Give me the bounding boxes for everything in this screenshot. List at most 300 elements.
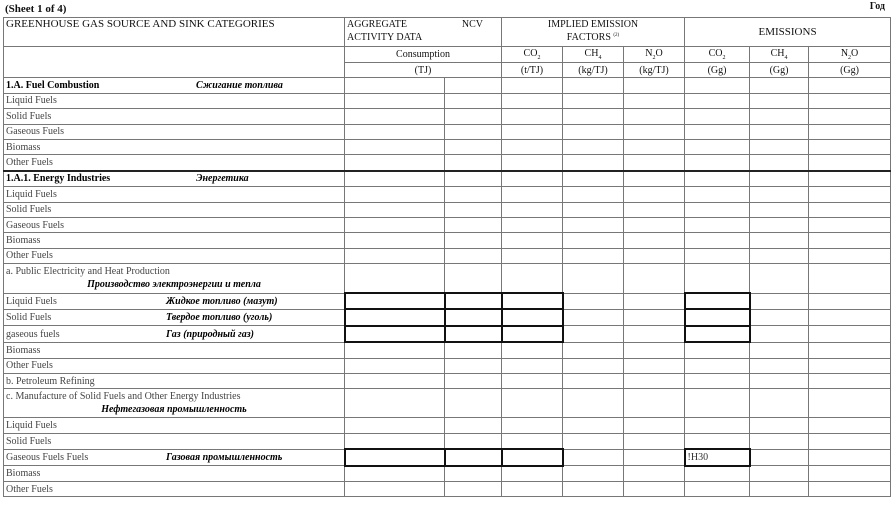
cell-em-ch4[interactable] <box>750 466 809 482</box>
category-cell <box>4 171 345 187</box>
cell-consumption-tj[interactable] <box>345 418 445 433</box>
cell-em-n2o[interactable] <box>809 233 891 248</box>
cell-ief-n2o[interactable] <box>624 264 685 294</box>
table-row <box>4 93 891 108</box>
table-row <box>4 389 891 418</box>
cell-em-ch4[interactable] <box>750 109 809 124</box>
cell-ief-n2o[interactable] <box>624 217 685 232</box>
unit-t-per-tj: (t/TJ) <box>502 63 563 78</box>
header-em-ch4: $CH_4$ <box>750 47 809 63</box>
cell-consumption-tj[interactable] <box>345 293 445 309</box>
cell-ief-n2o[interactable] <box>624 326 685 342</box>
cell-em-n2o[interactable] <box>809 78 891 93</box>
cell-ief-n2o[interactable] <box>624 171 685 187</box>
cell-ief-n2o[interactable] <box>624 155 685 171</box>
cell-consumption-tj[interactable] <box>345 109 445 124</box>
cell-ief-ch4[interactable] <box>563 93 624 108</box>
cell-em-n2o[interactable] <box>809 217 891 232</box>
cell-consumption-tj[interactable] <box>345 389 445 418</box>
category-cell <box>4 155 345 171</box>
header-em-co2: $CO_2$ <box>685 47 750 63</box>
cell-em-ch4[interactable] <box>750 139 809 154</box>
cell-ief-ch4[interactable] <box>563 264 624 294</box>
cell-ief-co2[interactable] <box>502 187 563 202</box>
cell-ncv[interactable] <box>445 293 502 309</box>
cell-em-n2o[interactable] <box>809 171 891 187</box>
cell-ief-co2[interactable] <box>502 155 563 171</box>
header-em-n2o: $N_2O$ <box>809 47 891 63</box>
category-label-ru: Энергетика <box>196 173 249 185</box>
cell-em-ch4[interactable] <box>750 155 809 171</box>
cell-ncv[interactable] <box>445 78 502 93</box>
cell-ief-co2[interactable] <box>502 358 563 373</box>
table-row <box>4 217 891 232</box>
cell-ief-n2o[interactable] <box>624 248 685 263</box>
cell-em-ch4[interactable] <box>750 78 809 93</box>
cell-em-ch4[interactable] <box>750 187 809 202</box>
cell-em-n2o[interactable] <box>809 389 891 418</box>
table-row <box>4 155 891 171</box>
cell-ncv[interactable] <box>445 374 502 389</box>
table-row <box>4 342 891 358</box>
cell-em-n2o[interactable] <box>809 449 891 465</box>
header-aggregate-activity-data <box>345 18 502 47</box>
table-row <box>4 78 891 93</box>
cell-em-n2o[interactable] <box>809 155 891 171</box>
cell-ief-ch4[interactable] <box>563 217 624 232</box>
table-row <box>4 418 891 433</box>
cell-ncv[interactable] <box>445 248 502 263</box>
cell-em-ch4[interactable] <box>750 389 809 418</box>
cell-ief-co2[interactable] <box>502 342 563 358</box>
unit-gg-ch4: (Gg) <box>750 63 809 78</box>
cell-ief-n2o[interactable] <box>624 466 685 482</box>
header-ief-n2o: $N_2O$ <box>624 47 685 63</box>
cell-consumption-tj[interactable] <box>345 264 445 294</box>
cell-ief-n2o[interactable] <box>624 233 685 248</box>
table-row <box>4 466 891 482</box>
category-cell <box>4 466 345 482</box>
cell-ief-co2[interactable] <box>502 248 563 263</box>
cell-ief-ch4[interactable] <box>563 481 624 496</box>
cell-em-n2o[interactable] <box>809 93 891 108</box>
category-label: Other Fuels <box>6 483 53 495</box>
category-label: gaseous fuels <box>6 328 60 340</box>
cell-ief-co2[interactable] <box>502 293 563 309</box>
cell-em-ch4[interactable] <box>750 342 809 358</box>
cell-em-n2o[interactable] <box>809 202 891 217</box>
cell-ief-co2[interactable] <box>502 233 563 248</box>
cell-ief-co2[interactable] <box>502 374 563 389</box>
category-cell <box>4 109 345 124</box>
cell-em-co2[interactable] <box>685 155 750 171</box>
cell-em-ch4[interactable] <box>750 124 809 139</box>
cell-em-co2[interactable] <box>685 187 750 202</box>
cell-ief-n2o[interactable] <box>624 78 685 93</box>
cell-ief-ch4[interactable] <box>563 202 624 217</box>
cell-ief-n2o[interactable] <box>624 481 685 496</box>
cell-ief-ch4[interactable] <box>563 124 624 139</box>
cell-consumption-tj[interactable] <box>345 374 445 389</box>
cell-em-ch4[interactable] <box>750 309 809 325</box>
category-label: c. Manufacture of Solid Fuels and Other Energy Industries <box>6 391 241 403</box>
category-cell <box>4 433 345 449</box>
cell-em-n2o[interactable] <box>809 309 891 325</box>
cell-em-n2o[interactable] <box>809 358 891 373</box>
category-label: Solid Fuels <box>6 204 52 216</box>
header-consumption: Consumption <box>345 47 502 63</box>
header-aggregate: AGGREGATE <box>347 19 407 30</box>
cell-consumption-tj[interactable] <box>345 342 445 358</box>
cell-em-ch4[interactable] <box>750 171 809 187</box>
cell-ief-n2o[interactable] <box>624 293 685 309</box>
category-label: Other Fuels <box>6 360 53 372</box>
cell-em-co2[interactable] <box>685 93 750 108</box>
cell-em-co2[interactable] <box>685 374 750 389</box>
cell-em-n2o[interactable] <box>809 466 891 482</box>
cell-em-n2o[interactable] <box>809 326 891 342</box>
cell-ief-co2[interactable] <box>502 78 563 93</box>
table-row <box>4 248 891 263</box>
cell-ief-co2[interactable] <box>502 433 563 449</box>
cell-em-co2[interactable] <box>685 124 750 139</box>
cell-em-co2[interactable] <box>685 309 750 325</box>
cell-ief-n2o[interactable] <box>624 358 685 373</box>
unit-gg-n2o: (Gg) <box>809 63 891 78</box>
cell-ief-ch4[interactable] <box>563 389 624 418</box>
table-row <box>4 309 891 325</box>
cell-consumption-tj[interactable] <box>345 187 445 202</box>
cell-em-co2[interactable] <box>685 466 750 482</box>
table-row <box>4 264 891 294</box>
cell-em-ch4[interactable] <box>750 248 809 263</box>
category-label: Gaseous Fuels Fuels <box>6 451 89 463</box>
cell-ief-n2o[interactable] <box>624 389 685 418</box>
cell-consumption-tj[interactable] <box>345 433 445 449</box>
cell-consumption-tj[interactable] <box>345 248 445 263</box>
category-cell <box>4 124 345 139</box>
category-label: Biomass <box>6 141 41 153</box>
category-cell <box>4 217 345 232</box>
cell-consumption-tj[interactable] <box>345 202 445 217</box>
category-label: Solid Fuels <box>6 435 52 447</box>
cell-em-ch4[interactable] <box>750 374 809 389</box>
cell-em-co2[interactable] <box>685 139 750 154</box>
cell-consumption-tj[interactable] <box>345 124 445 139</box>
cell-consumption-tj[interactable] <box>345 309 445 325</box>
category-label: a. Public Electricity and Heat Production <box>6 266 170 278</box>
cell-ief-co2[interactable] <box>502 449 563 465</box>
cell-em-n2o[interactable] <box>809 124 891 139</box>
cell-ief-ch4[interactable] <box>563 293 624 309</box>
header-activity-data: ACTIVITY DATA <box>347 32 423 43</box>
unit-tj: (TJ) <box>345 63 502 78</box>
cell-ief-ch4[interactable] <box>563 449 624 465</box>
cell-ief-ch4[interactable] <box>563 78 624 93</box>
cell-ief-co2[interactable] <box>502 171 563 187</box>
cell-em-n2o[interactable] <box>809 342 891 358</box>
cell-ncv[interactable] <box>445 171 502 187</box>
cell-em-co2[interactable] <box>685 433 750 449</box>
cell-ief-co2[interactable] <box>502 109 563 124</box>
cell-em-n2o[interactable] <box>809 109 891 124</box>
cell-consumption-tj[interactable] <box>345 217 445 232</box>
category-label: Solid Fuels <box>6 312 52 324</box>
cell-ief-co2[interactable] <box>502 217 563 232</box>
cell-em-n2o[interactable] <box>809 418 891 433</box>
cell-ief-n2o[interactable] <box>624 93 685 108</box>
cell-consumption-tj[interactable] <box>345 233 445 248</box>
header-implied-line1: IMPLIED EMISSION <box>547 19 639 30</box>
category-label-ru: Твердое топливо (уголь) <box>166 312 273 324</box>
cell-em-co2[interactable] <box>685 358 750 373</box>
category-label: b. Petroleum Refining <box>6 375 95 387</box>
year-label: Год <box>869 1 885 12</box>
header-ief-co2: $CO_2$ <box>502 47 563 63</box>
cell-ief-co2[interactable] <box>502 326 563 342</box>
cell-consumption-tj[interactable] <box>345 78 445 93</box>
cell-ief-ch4[interactable] <box>563 342 624 358</box>
table-row <box>4 481 891 496</box>
header-ief-ch4: $CH_4$ <box>563 47 624 63</box>
cell-em-n2o[interactable] <box>809 248 891 263</box>
cell-em-co2[interactable] <box>685 293 750 309</box>
sheet-label: (Sheet 1 of 4) <box>5 3 67 15</box>
category-cell <box>4 418 345 433</box>
cell-ief-ch4[interactable] <box>563 309 624 325</box>
cell-em-ch4[interactable] <box>750 93 809 108</box>
category-cell <box>4 449 345 465</box>
cell-ncv[interactable] <box>445 358 502 373</box>
cell-ief-ch4[interactable] <box>563 374 624 389</box>
unit-gg-co2: (Gg) <box>685 63 750 78</box>
cell-em-co2[interactable] <box>685 78 750 93</box>
header-implied-line2: FACTORS <box>566 32 611 43</box>
cell-ief-ch4[interactable] <box>563 326 624 342</box>
header-ncv: NCV <box>461 19 483 30</box>
cell-ief-co2[interactable] <box>502 481 563 496</box>
cell-ief-ch4[interactable] <box>563 233 624 248</box>
cell-ief-co2[interactable] <box>502 389 563 418</box>
cell-consumption-tj[interactable] <box>345 171 445 187</box>
cell-consumption-tj[interactable] <box>345 93 445 108</box>
cell-ief-co2[interactable] <box>502 202 563 217</box>
cell-ncv[interactable] <box>445 342 502 358</box>
cell-consumption-tj[interactable] <box>345 466 445 482</box>
cell-ief-ch4[interactable] <box>563 358 624 373</box>
category-cell <box>4 139 345 154</box>
cell-consumption-tj[interactable] <box>345 449 445 465</box>
cell-em-ch4[interactable] <box>750 326 809 342</box>
cell-em-ch4[interactable] <box>750 433 809 449</box>
cell-ief-n2o[interactable] <box>624 202 685 217</box>
category-label-ru: Производство электроэнергии и тепла <box>87 279 261 291</box>
cell-em-co2[interactable] <box>685 389 750 418</box>
table-row <box>4 187 891 202</box>
category-label: 1.A.1. Energy Industries <box>6 173 111 185</box>
cell-ief-n2o[interactable] <box>624 139 685 154</box>
category-label: Gaseous Fuels <box>6 126 65 138</box>
cell-em-co2[interactable]: !H30 <box>685 449 750 465</box>
cell-em-n2o[interactable] <box>809 374 891 389</box>
table-row <box>4 109 891 124</box>
cell-em-ch4[interactable] <box>750 481 809 496</box>
cell-ncv[interactable] <box>445 109 502 124</box>
cell-ief-co2[interactable] <box>502 264 563 294</box>
cell-ief-co2[interactable] <box>502 418 563 433</box>
cell-ief-n2o[interactable] <box>624 449 685 465</box>
category-cell <box>4 389 345 418</box>
category-label-ru: Нефтегазовая промышленность <box>101 404 247 416</box>
table-row <box>4 171 891 187</box>
category-label: Gaseous Fuels <box>6 219 65 231</box>
category-cell <box>4 374 345 389</box>
cell-ief-co2[interactable] <box>502 93 563 108</box>
category-label: Liquid Fuels <box>6 95 57 107</box>
cell-ncv[interactable] <box>445 233 502 248</box>
category-cell <box>4 233 345 248</box>
cell-ief-n2o[interactable] <box>624 124 685 139</box>
cell-ncv[interactable] <box>445 93 502 108</box>
category-cell <box>4 293 345 309</box>
cell-em-n2o[interactable] <box>809 293 891 309</box>
table-row <box>4 202 891 217</box>
cell-ncv[interactable] <box>445 466 502 482</box>
table-row <box>4 293 891 309</box>
cell-ief-ch4[interactable] <box>563 418 624 433</box>
category-label: Other Fuels <box>6 250 53 262</box>
category-cell <box>4 78 345 93</box>
cell-consumption-tj[interactable] <box>345 155 445 171</box>
cell-em-n2o[interactable] <box>809 187 891 202</box>
category-cell <box>4 309 345 325</box>
cell-ief-n2o[interactable] <box>624 342 685 358</box>
table-row <box>4 326 891 342</box>
cell-em-n2o[interactable] <box>809 433 891 449</box>
cell-em-ch4[interactable] <box>750 418 809 433</box>
cell-ief-n2o[interactable] <box>624 109 685 124</box>
unit-kg-per-tj-n2o: (kg/TJ) <box>624 63 685 78</box>
cell-ief-n2o[interactable] <box>624 309 685 325</box>
cell-ncv[interactable] <box>445 187 502 202</box>
cell-ief-ch4[interactable] <box>563 109 624 124</box>
cell-em-co2[interactable] <box>685 326 750 342</box>
cell-ief-co2[interactable] <box>502 466 563 482</box>
cell-ncv[interactable] <box>445 389 502 418</box>
category-cell <box>4 342 345 358</box>
header-categories: GREENHOUSE GAS SOURCE AND SINK CATEGORIES <box>4 18 345 47</box>
cell-ncv[interactable] <box>445 326 502 342</box>
emissions-table <box>3 17 891 497</box>
cell-em-ch4[interactable] <box>750 217 809 232</box>
cell-ncv[interactable] <box>445 202 502 217</box>
cell-consumption-tj[interactable] <box>345 481 445 496</box>
cell-em-co2[interactable] <box>685 171 750 187</box>
cell-em-co2[interactable] <box>685 233 750 248</box>
unit-kg-per-tj-ch4: (kg/TJ) <box>563 63 624 78</box>
cell-em-co2[interactable] <box>685 217 750 232</box>
category-label: Liquid Fuels <box>6 420 57 432</box>
cell-ncv[interactable] <box>445 433 502 449</box>
category-label: Biomass <box>6 344 41 356</box>
cell-ief-ch4[interactable] <box>563 248 624 263</box>
category-cell <box>4 248 345 263</box>
category-cell <box>4 264 345 294</box>
cell-ncv[interactable] <box>445 309 502 325</box>
category-label-ru: Газовая промышленность <box>166 451 283 463</box>
category-label: Other Fuels <box>6 157 53 169</box>
cell-ncv[interactable] <box>445 217 502 232</box>
cell-ncv[interactable] <box>445 481 502 496</box>
category-label: Biomass <box>6 468 41 480</box>
category-label-ru: Сжигание топлива <box>196 80 283 92</box>
cell-em-co2[interactable] <box>685 418 750 433</box>
cell-em-ch4[interactable] <box>750 293 809 309</box>
cell-em-ch4[interactable] <box>750 358 809 373</box>
cell-ief-ch4[interactable] <box>563 433 624 449</box>
table-row <box>4 233 891 248</box>
header-emissions: EMISSIONS <box>685 18 891 47</box>
cell-em-co2[interactable] <box>685 264 750 294</box>
cell-ief-n2o[interactable] <box>624 433 685 449</box>
category-cell <box>4 358 345 373</box>
cell-em-co2[interactable] <box>685 342 750 358</box>
table-row <box>4 124 891 139</box>
cell-ief-n2o[interactable] <box>624 374 685 389</box>
cell-em-ch4[interactable] <box>750 233 809 248</box>
cell-em-ch4[interactable] <box>750 202 809 217</box>
cell-ncv[interactable] <box>445 418 502 433</box>
cell-em-n2o[interactable] <box>809 139 891 154</box>
cell-ief-n2o[interactable] <box>624 187 685 202</box>
cell-em-n2o[interactable] <box>809 481 891 496</box>
cell-ncv[interactable] <box>445 449 502 465</box>
table-row <box>4 374 891 389</box>
cell-em-n2o[interactable] <box>809 264 891 294</box>
category-label: Biomass <box>6 234 41 246</box>
cell-em-ch4[interactable] <box>750 264 809 294</box>
cell-ief-co2[interactable] <box>502 124 563 139</box>
cell-ief-co2[interactable] <box>502 139 563 154</box>
cell-ief-ch4[interactable] <box>563 171 624 187</box>
category-cell <box>4 326 345 342</box>
cell-em-co2[interactable] <box>685 109 750 124</box>
cell-consumption-tj[interactable] <box>345 326 445 342</box>
cell-em-co2[interactable] <box>685 248 750 263</box>
cell-ief-ch4[interactable] <box>563 139 624 154</box>
category-label: Liquid Fuels <box>6 295 57 307</box>
cell-ncv[interactable] <box>445 139 502 154</box>
cell-ncv[interactable] <box>445 124 502 139</box>
category-label: Solid Fuels <box>6 110 52 122</box>
category-label: 1.A. Fuel Combustion <box>6 80 100 92</box>
table-row <box>4 358 891 373</box>
cell-ncv[interactable] <box>445 155 502 171</box>
cell-ief-n2o[interactable] <box>624 418 685 433</box>
cell-ief-co2[interactable] <box>502 309 563 325</box>
cell-ncv[interactable] <box>445 264 502 294</box>
cell-em-ch4[interactable] <box>750 449 809 465</box>
cell-ief-ch4[interactable] <box>563 187 624 202</box>
footnote-marker: (2) <box>613 33 620 38</box>
cell-consumption-tj[interactable] <box>345 358 445 373</box>
category-cell <box>4 202 345 217</box>
cell-ief-ch4[interactable] <box>563 155 624 171</box>
cell-ief-ch4[interactable] <box>563 466 624 482</box>
cell-em-co2[interactable] <box>685 481 750 496</box>
cell-em-co2[interactable] <box>685 202 750 217</box>
cell-consumption-tj[interactable] <box>345 139 445 154</box>
